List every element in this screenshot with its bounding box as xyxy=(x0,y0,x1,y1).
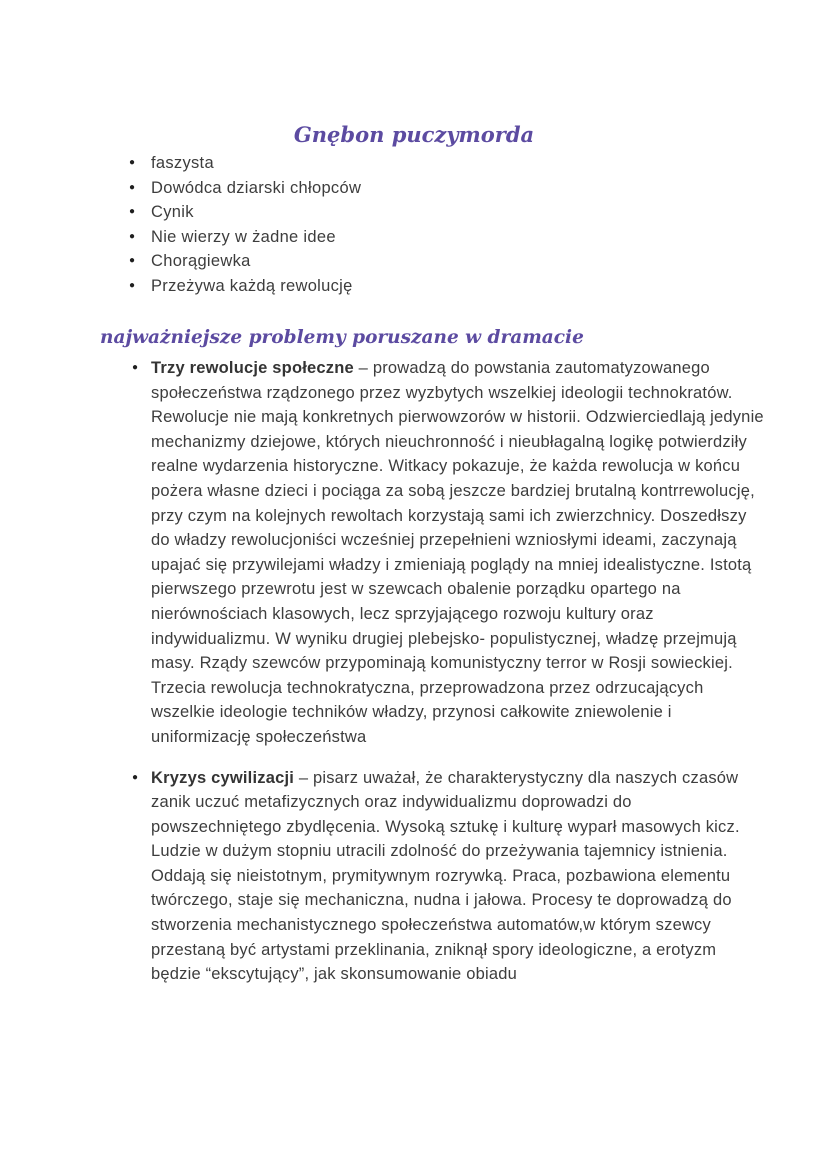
bullet-icon: ● xyxy=(129,255,136,266)
bullet-icon: ● xyxy=(129,279,136,291)
problem-item xyxy=(132,356,828,750)
trait-item xyxy=(129,176,828,201)
trait-label: Cynik xyxy=(151,203,194,221)
problem-lead: Kryzys cywilizacji xyxy=(151,768,295,787)
bullet-icon: ● xyxy=(129,181,136,193)
section-heading: najważniejsze problemy poruszane w dramacie xyxy=(100,327,584,348)
problem-lead: Trzy rewolucje społeczne xyxy=(151,359,354,377)
problem-text: – prowadzą do powstania zautomatyzowanego społeczeństwa rządzonego przez wyzbytych wszelkiej ideologii technokratów. Rewolucje nie mają konkretnych pierwowzorów w historii. Odzwierciedlają jedynie mechanizmy dziejowe, których nieuchronność i nieubłagalną logikę potwierdziły realne wydarzenia historyczne. Witkacy pokazuje, że każda rewolucja w końcu pożera własne dzieci i pociąga za sobą jeszcze bardziej brutalną kontrrewolucję, przy czym na kolejnych rewoltach korzystają sami ich zwierzchnicy. Doszedłszy do władzy rewolucjoniści wcześniej przepełnieni wzniosłymi ideami, zaczynają upajać się przywilejami władzy i zmieniają poglądy na mniej idealistyczne. Istotą pierwszego przewrotu jest w szewcach obalenie porządku opartego na nierównościach klasowych, lecz sprzyjającego rozwoju kultury oraz indywidualizmu. W wyniku drugiej plebejsko- populistycznej, władzę przejmują masy. Rządy szewców przypominają komunistyczny terror w Rosji sowieckiej. Trzecia rewolucja technokratyczna, przeprowadzona przez odrzucających wszelkie ideologie techników władzy, przynosi całkowite zniewolenie i uniformizację społeczeństwa xyxy=(151,359,764,746)
trait-item xyxy=(129,274,828,299)
bullet-icon: ● xyxy=(132,771,139,783)
problem-text: – pisarz uważał, że charakterystyczny dla naszych czasów zanik uczuć metafizycznych oraz indywidualizmu doprowadzi do powszechniętego zbydlęcenia. Wysoką sztukę i kulturę wyparł masowych kicz. Ludzie w dużym stopniu utracili zdolność do przeżywania tajemnicy istnienia. Oddają się nieistotnym, prymitywnym rozrywką. Praca, pozbawiona elementu twórczego, staje się mechaniczna, nudna i jałowa. Procesy te doprowadzą do stworzenia mechanistycznego społeczeństwa automatów,w którym szewcy przestaną być artystami przeklinania, zniknął spory ideologiczne, a erotyzm będzie “ekscytujący”, jak skonsumowanie obiadu xyxy=(151,768,740,984)
trait-label: faszysta xyxy=(151,154,214,172)
bullet-icon: ● xyxy=(129,206,136,217)
problem-paragraph xyxy=(151,766,765,987)
trait-label: Przeżywa każdą rewolucję xyxy=(151,276,353,295)
character-traits-list xyxy=(0,151,828,298)
bullet-icon: ● xyxy=(132,362,139,373)
trait-label: Chorągiewka xyxy=(151,252,251,270)
problem-item xyxy=(132,766,828,987)
bullet-icon: ● xyxy=(129,230,136,242)
problems-list xyxy=(0,356,828,987)
trait-item xyxy=(129,151,828,176)
page-title: Gnębon puczymorda xyxy=(293,122,535,147)
trait-item xyxy=(129,225,828,250)
trait-label: Dowódca dziarski chłopców xyxy=(151,178,362,197)
trait-label: Nie wierzy w żadne idee xyxy=(151,227,336,246)
problem-paragraph xyxy=(151,356,765,750)
bullet-icon: ● xyxy=(129,157,136,168)
trait-item xyxy=(129,200,828,225)
trait-item xyxy=(129,249,828,274)
